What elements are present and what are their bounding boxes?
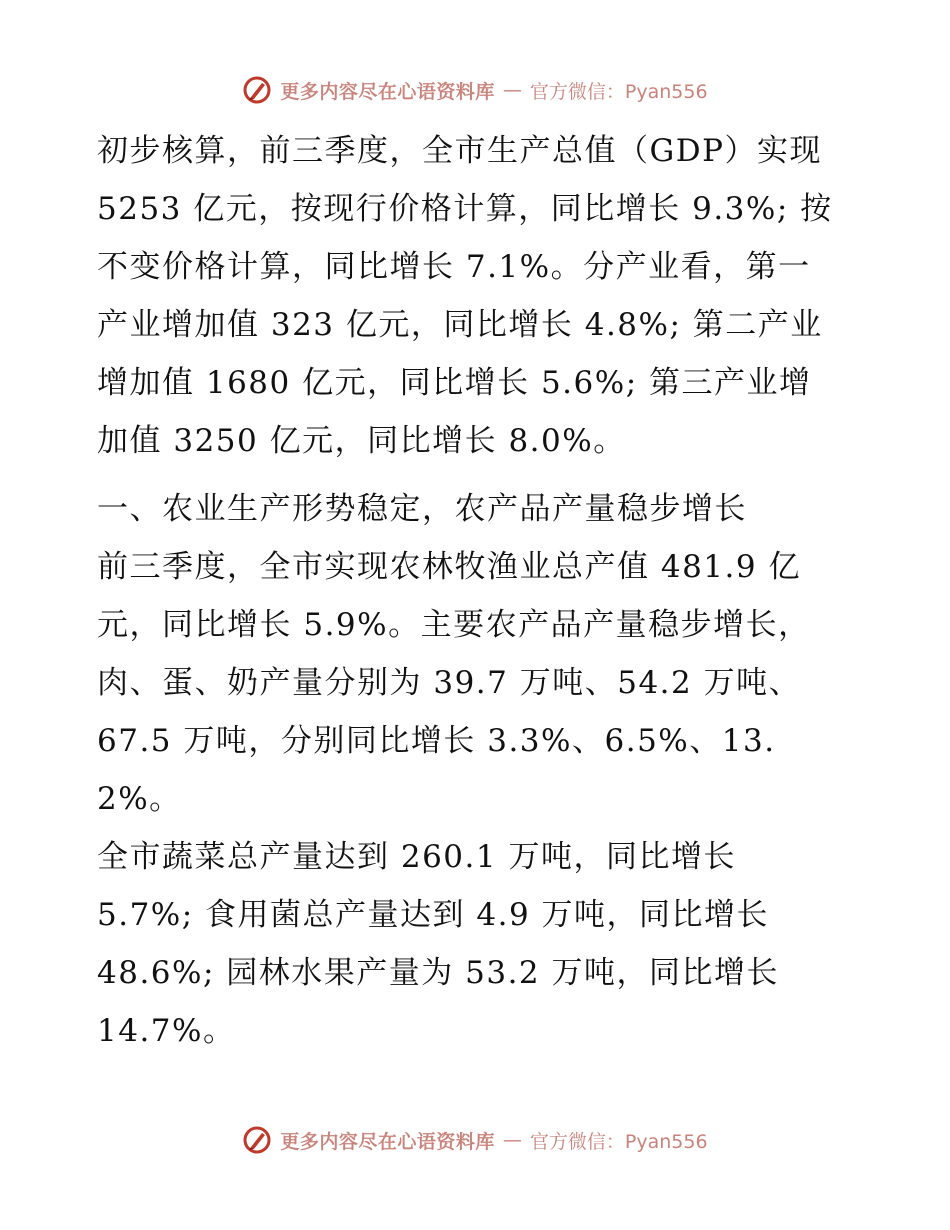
section-heading-agriculture: 一、农业生产形势稳定，农产品产量稳步增长 xyxy=(97,491,747,527)
document-body xyxy=(97,122,857,1060)
watermark-text: 更多内容尽在心语资料库 xyxy=(280,80,495,103)
quill-circle-icon xyxy=(242,1125,272,1155)
paragraph-agriculture: 前三季度，全市实现农林牧渔业总产值 481.9 亿 元，同比增长 5.9%。主要农产品产量稳步增长， 肉、蛋、奶产量分别为 39.7 万吨、54.2 万吨、 67.5 万吨，分别同比增长 3.3%、6.5%、13.2%。 全市蔬菜总产量达到 260.1 万吨，同比增长 5.7%; 食用菌总产量达到 4.9 万吨，同比增长 48.6%; 园林水果产量为 53.2 万吨，同比增长 14.7%。 xyxy=(97,549,811,1049)
watermark-text: 更多内容尽在心语资料库 xyxy=(280,1130,495,1153)
header-watermark xyxy=(0,70,950,110)
quill-circle-icon xyxy=(242,75,272,105)
footer-watermark xyxy=(0,1120,950,1160)
watermark-separator: — xyxy=(502,1129,522,1151)
watermark-separator: — xyxy=(502,79,522,101)
paragraph-gdp: 初步核算，前三季度，全市生产总值（GDP）实现 5253 亿元，按现行价格计算，同比增长 9.3%; 按 不变价格计算，同比增长 7.1%。分产业看，第一 产业增加值 323 亿元，同比增长 4.8%; 第二产业 增加值 1680 亿元，同比增长 5.6%; 第三产业增 加值 3250 亿元，同比增长 8.0%。 xyxy=(97,133,833,459)
watermark-wechat: 官方微信：Pyan556 xyxy=(529,80,708,103)
watermark-wechat: 官方微信：Pyan556 xyxy=(529,1130,708,1153)
